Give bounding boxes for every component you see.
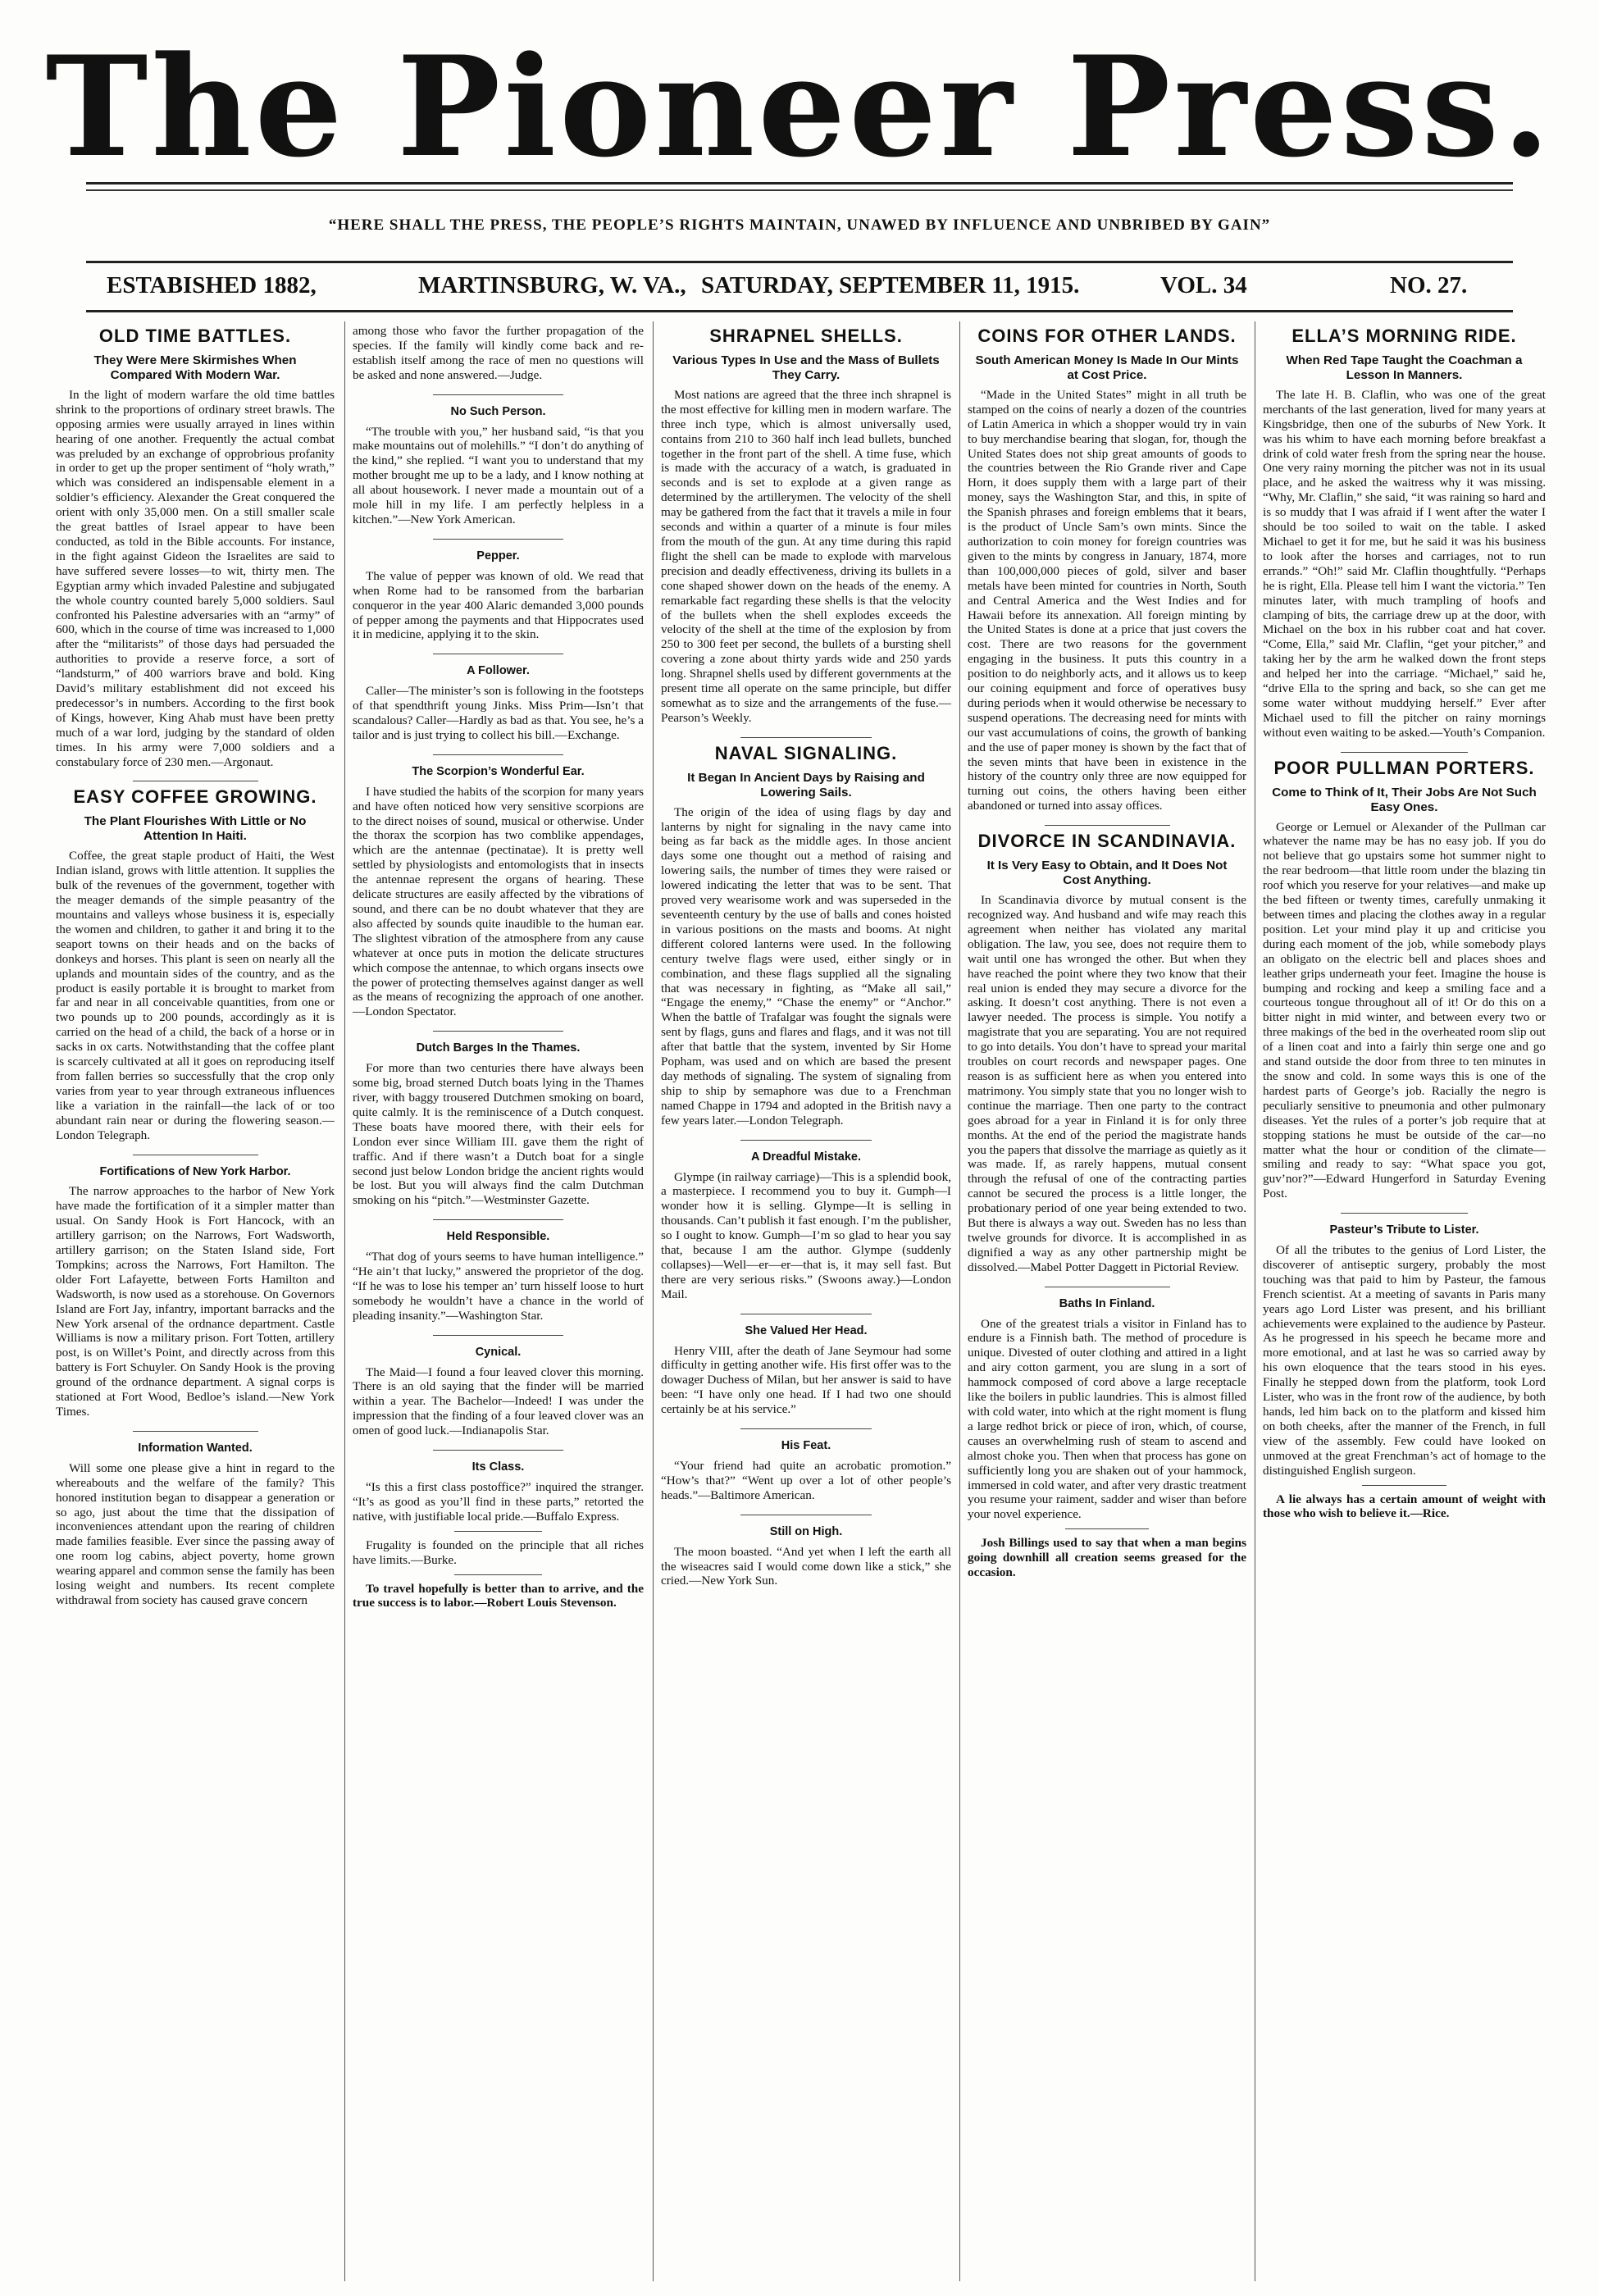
- dateline: [102, 272, 1496, 305]
- headline-naval-signaling: NAVAL SIGNALING.: [714, 742, 898, 763]
- deck-shrapnel-shells: Various Types In Use and the Mass of Bullets They Carry.: [672, 353, 940, 382]
- headline-cynical: Cynical.: [475, 1345, 522, 1359]
- date-text: SATURDAY, SEPTEMBER 11, 1915.: [701, 272, 1080, 298]
- article-text: The moon boasted. “And yet when I left the earth all the wiseacres said I would come down like a stick,” she cried.—New York Sun.: [661, 1544, 951, 1588]
- article-text: I have studied the habits of the scorpion for many years and have often noticed how very sensitive scorpions are to the direct noises of sound, musical or otherwise. Under the thorax the scorpion has two comblike appendages, which are the antennae (pectinatae). It is pretty well settled by physiologists and entomologists that in insects the antennae represent the organs of hearing. These delicate structures are easily affected by the vibrations of sound, and there can be no doubt whatever that they are also affected by sounds quite inaudible to the human ear. The slightest vibration of the atmosphere from any cause whatever at once puts in motion the delicate structures which compose the antennae, to which organs insects owe the power of protecting themselves against danger as well as the means of recognizing the approach of one another.—London Spectator.: [353, 784, 644, 1019]
- issue-number-text: NO. 27.: [1390, 272, 1468, 298]
- headline-fortifications: Fortifications of New York Harbor.: [99, 1164, 291, 1178]
- divider: [740, 737, 871, 738]
- headline-ellas-morning-ride: ELLA’S MORNING RIDE.: [1292, 326, 1517, 346]
- filler-text: Frugality is founded on the principle that all riches have limits.—Burke.: [353, 1538, 644, 1567]
- article-text: The Maid—I found a four leaved clover this morning. There is an old saying that the finder will be married within a year. The Bachelor—Indeed! I was under the impression that the finding of a four leaved clover was an omen of good luck.—Indianapolis Star.: [353, 1364, 644, 1438]
- headline-pasteur-tribute: Pasteur’s Tribute to Lister.: [1329, 1223, 1479, 1237]
- article-text: Coffee, the great staple product of Haiti, the West Indian island, grows with little attention. It supplies the bulk of the revenues of the government, together with the meager demands of the simple peasantry of the mountains and valleys whose business it is, especially the women and children, to gather it and bring it to the seaport towns on their heads and on the backs of donkeys and horses. This plant is seen on nearly all the uplands and mountain sides of the country, and as the product is easily portable it is brought to market from far and near in all conceivable quantities, from one or two pounds up to 200 pounds, accordingly as it is carried on the head of a child, the back of a horse or in sacks in ox carts. Notwithstanding that the coffee plant is scarcely cultivated at all it goes on reproducing itself from fallen berries so successfully that the crop only varies from year to year through extraneous influences like a variation in the rainfall—the lack of or too abundant rain near or during the flowering season.—London Telegraph.: [56, 849, 335, 1142]
- filler-text: A lie always has a certain amount of weight with those who wish to believe it.—Rice.: [1263, 1492, 1546, 1521]
- article-text: The origin of the idea of using flags by day and lanterns by night for signaling in the navy came into being as far back as the middle ages. In those ancient days some one thought out a method of raising and lowering sails, the number of times they were raised or lowered indicating the letter that was to be sent. That proved very wearisome work and was superseded in the seventeenth century by the use of balls and cones hoisted in various positions on the masts and booms. At night different colored lanterns were used. In the following century twelve flags were used, either singly or in combination, and these flags supplied all the signaling that was necessary in fighting, as “Make all sail,” “Engage the enemy,” “Chase the enemy” or “Anchor.” When the battle of Trafalgar was fought the signals were sent by flags, guns and flares and flags, and it was not till after that battle that the system, invented by Sir Home Popham, was used and on which are based the present day methods of signaling. The system of signaling from ship to ship by semaphore was due to a Frenchman named Chappe in 1794 and adopted in the British navy a few years later.—London Telegraph.: [661, 804, 951, 1128]
- headline-old-time-battles: OLD TIME BATTLES.: [98, 326, 292, 346]
- article-text: Most nations are agreed that the three inch shrapnel is the most effective for killing men in modern warfare. The three inch type, which is almost universally used, contains from 210 to 360 half inch lead bullets, bunched together in the front part of the shell. A time fuse, which is made with the accuracy of a watch, is graduated in seconds and is set to explode at a given range as determined by the artillerymen. The velocity of the shell may be gathered from the fact that it travels a mile in four seconds and within a quarter of a minute is four miles from the mouth of the gun. At any time during this rapid flight the shell can be made to explode with marvelous precision and deadly effectiveness, driving its bullets in a cone shaped shower down on the heads of the enemy. A remarkable fact regarding these shells is that the velocity of the bullets when the shell explodes exceeds the velocity of the shell at the time of the explosion by from 250 to 300 feet per second, the bullets of a bursting shell covering a zone about thirty yards wide and 250 yards long. Shrapnel shells used by different governments at the present time all operate on the same principle, but differ somewhat as to size and the arrangements of the fuse.—Pearson’s Weekly.: [661, 387, 951, 725]
- headline-poor-pullman-porters: POOR PULLMAN PORTERS.: [1273, 757, 1535, 778]
- divider: [433, 539, 564, 540]
- headline-divorce-in-scandinavia: DIVORCE IN SCANDINAVIA.: [977, 831, 1237, 852]
- deck-old-time-battles: They Were Mere Skirmishes When Compared With Modern War.: [93, 353, 297, 382]
- divider: [433, 754, 564, 755]
- headline-baths-in-finland: Baths In Finland.: [1059, 1296, 1155, 1310]
- headline-information-wanted: Information Wanted.: [138, 1441, 253, 1455]
- divider: [433, 394, 564, 395]
- article-text: “The trouble with you,” her husband said, “is that you make mountains out of molehills.” “I don’t do anything of the kind,” she replied. “I want you to understand that my mother brought me up to be a lady, and I know nothing at all about housework. I never made a mountain out of a mole hill in my life. I am perfectly helpless in a kitchen.”—New York American.: [353, 424, 644, 526]
- column-rule: [653, 321, 654, 2281]
- divider: [433, 1450, 564, 1451]
- article-text: Glympe (in railway carriage)—This is a splendid book, a masterpiece. I recommend you to buy it. Gumph—I wonder how it is selling. Glympe—It is selling in thousands. Can’t publish it fast enough. I’m the publisher, so I ought to know. Gumph—I’m so glad to hear you say that, because I am the author. Glympe (suddenly collapses)—Well—er—er—that is, it may sell fast. But there are very serious risks.” (Swoons away.)—London Mail.: [661, 1169, 951, 1301]
- motto: “HERE SHALL THE PRESS, THE PEOPLE’S RIGHTS MAINTAIN, UNAWED BY INFLUENCE AND UNBRIBED BY GAIN”: [328, 216, 1271, 234]
- established-text: ESTABISHED 1882,: [107, 272, 317, 298]
- headline-shrapnel-shells: SHRAPNEL SHELLS.: [709, 326, 903, 346]
- volume-text: VOL. 34: [1160, 272, 1247, 298]
- headline-still-on-high: Still on High.: [769, 1524, 843, 1538]
- divider: [454, 1574, 542, 1575]
- article-text: “Is this a first class postoffice?” inquired the stranger. “It’s as good as you’ll find in these parts,” retorted the native, with justifiable local pride.—Buffalo Express.: [353, 1480, 644, 1524]
- divider: [1341, 1213, 1468, 1214]
- divider: [1341, 752, 1468, 753]
- article-text: In Scandinavia divorce by mutual consent is the recognized way. And husband and wife may reach this agreement when neither has violated any marital obligation. The law, you see, does not require them to wait until one has wronged the other. But when they have reached the point where they two know that their real union is ended they may secure a divorce for the asking. It doesn’t cost anything. There is not even a lawyer needed. The process is simple. You notify a magistrate that you are separating. You are not required to go into details. You don’t have to spread your marital troubles on court records and newspaper pages. One reason is as sufficient here as when you entered into matrimony. You simply state that you no longer wish to continue the marriage. Then one party to the contract goes abroad for a year in Finland it is for only three months. At the end of the period the magistrate hands you the papers that dissolve the marriage as quietly as it was made. If, as rarely happens, mutual consent through the refusal of one of the contracting parties cannot be secured the process is a little longer, the probationary period of one year being extended to two. But there is always a way out. Sweden has no less than twelve grounds for divorce. It is accomplished in as dignified a way as any other partnership might be dissolved.—Mabel Potter Daggett in Pictorial Review.: [968, 893, 1246, 1274]
- headline-his-feat: His Feat.: [781, 1439, 831, 1453]
- dateline-rule-top: [86, 261, 1513, 263]
- divider: [1362, 1485, 1447, 1486]
- headline-coins-for-other-lands: COINS FOR OTHER LANDS.: [977, 326, 1237, 346]
- masthead-rule-top: [86, 182, 1513, 184]
- article-text: One of the greatest trials a visitor in Finland has to endure is a Finnish bath. The method of procedure is unique. Divested of outer clothing and attired in a light and airy cotton garment, you are slung in a sort of hammock composed of cord above a large receptacle like the boilers in public laundries. This is almost filled with cold water, into which at the right moment is flung a large redhot brick or piece of iron, which, of course, causes an overwhelming rush of steam to ascend and almost choke you. Then when that process has gone on sufficiently long you are shaken out of your hammock, immersed in cold water, and after very drastic treatment you resume your raiment, sadder and wiser than before your novel experience.: [968, 1316, 1246, 1522]
- headline-easy-coffee-growing: EASY COFFEE GROWING.: [73, 786, 317, 808]
- article-text: Will some one please give a hint in regard to the whereabouts and the welfare of the family? This honored institution began to disappear a generation or so ago, just about the time that the dissipation of inconveniences attendant upon the rearing of children made families feasible. Ever since the passing away of one room log cabins, abject poverty, home grown wearing apparel and common sense the family has been losing weight and numbers. Its recent complete withdrawal from society has caused grave concern: [56, 1460, 335, 1607]
- article-text: Henry VIII, after the death of Jane Seymour had some difficulty in getting another wife. His first offer was to the dowager Duchess of Milan, but her answer is said to have been: “I have only one head. If I had two one should certainly be at his service.”: [661, 1343, 951, 1417]
- filler-text: To travel hopefully is better than to arrive, and the true success is to labor.—Robert Louis Stevenson.: [353, 1581, 644, 1610]
- deck-easy-coffee-growing: The Plant Flourishes With Little or No Attention In Haiti.: [84, 814, 307, 844]
- article-text: The late H. B. Claflin, who was one of the great merchants of the last generation, lived for many years at Kingsbridge, then one of the suburbs of New York. It was his whim to have each morning before breakfast a drink of cold water fresh from the spring near the house. One very rainy morning the pitcher was not in its usual place, and he asked the waitress why it was missing. “Why, Mr. Claflin,” she said, “it was raining so hard and is so muddy that I was afraid if I went after the water I should be too soiled to wait on the table. I asked Michael to get it for me, but he said it was his business to look after the horses and carriages, not to run errands.” “Oh!” said Mr. Claflin thoughtfully. “Perhaps he is right, Ella. Please tell him I want the victoria.” Ten minutes later, with much trampling of hoofs and clamping of bits, the carriage drew up at the door, with Michael on the box in his rubber coat and hat cover. “Come, Ella,” said Mr. Claflin, “get your pitcher,” and taking her by the arm he walked down the front steps and helped her into the carriage. “Michael,” said he, “drive Ella to the spring and back, so she can get me some water without muddying herself.” Ever after Michael used to fill the pitcher on rainy mornings without even waiting to be asked.—Youth’s Companion.: [1263, 387, 1546, 740]
- deck-naval-signaling: It Began In Ancient Days by Raising and Lowering Sails.: [687, 770, 925, 800]
- headline-pepper: Pepper.: [476, 549, 520, 563]
- dateline-rule-bottom: [86, 310, 1513, 312]
- divider: [740, 1140, 871, 1141]
- article-text: The value of pepper was known of old. We read that when Rome had to be ransomed from the barbarian conqueror in the year 400 Alaric demanded 3,000 pounds of pepper among the payments and that Hippocrates used it in medicine, applying it to the skin.: [353, 568, 644, 642]
- column-rule: [959, 321, 960, 2281]
- headline-dutch-barges: Dutch Barges In the Thames.: [416, 1041, 581, 1055]
- masthead-rule-bottom: [86, 189, 1513, 191]
- divider: [433, 1031, 564, 1032]
- headline-its-class: Its Class.: [472, 1460, 525, 1474]
- divider: [1045, 825, 1170, 826]
- article-text: For more than two centuries there have always been some big, broad sterned Dutch boats lying in the Thames river, with baggy trousered Dutchmen smoking on board, quite calmly. It is the reminiscence of a Dutch conquest. These boats have moored there, with their eels for London ever since William III. gave them the right of traffic. And if there wasn’t a Dutch boat for a single second just below London bridge the ancient rights would be lost. But you will always find the calm Dutchman smoking on his “pitch.”—Westminster Gazette.: [353, 1061, 644, 1208]
- masthead-title: The Pioneer Press.: [45, 25, 1554, 188]
- deck-ellas-morning-ride: When Red Tape Taught the Coachman a Lesson In Manners.: [1286, 353, 1523, 382]
- headline-scorpion-ear: The Scorpion’s Wonderful Ear.: [412, 764, 585, 778]
- headline-she-valued-her-head: She Valued Her Head.: [745, 1323, 868, 1337]
- article-text: “Made in the United States” might in all truth be stamped on the coins of nearly a dozen of the countries of Latin America in which a shopper would try in vain to buy merchandise bearing that slogan, for, though the United States does not ship great amounts of goods to the countries between the Rio Grande river and Cape Horn, it does supply them with a large part of their money, says the Washington Star, and this, in spite of the Spanish phrases and foreign emblems that it bears, is the product of Uncle Sam’s own mints. Since the authorization to coin money for foreign countries was given to the mints by congress in January, 1874, more than 100,000,000 pieces of gold, silver and baser metals have been minted for countries in North, South and Central America and the West Indies and for Hawaii before its annexation. All foreign minting by the United States is done at a price that just covers the cost. There are two reasons for the government engaging in the business. It puts this country in a position to do neighborly acts, and it allows us to keep our coining equipment and force of operatives busy during periods when it would otherwise be necessary to suspend operations. The decreasing need for mints with our vast accumulations of coins, the growth of banking and the use of paper money is shown by the fact that of the seven mints that have been in existence in the history of the country only three are now equipped for turning out coins, the others having been either abandoned or turned into assay offices.: [968, 387, 1246, 813]
- column-3: [661, 324, 951, 2280]
- column-1: [56, 324, 335, 2280]
- headline-a-follower: A Follower.: [467, 664, 530, 678]
- article-text: Of all the tributes to the genius of Lord Lister, the discoverer of antiseptic surgery, probably the most touching was that paid to him by Pasteur, the famous French scientist. At a meeting of savants in Paris many years ago Lord Lister was present, and his brilliant achievements were explained to the audience by Pasteur. As he progressed in his speech he became more and more emotional, and at last he was so carried away by his own eloquence that the tears stood in his eyes. Finally he stepped down from the platform, took Lord Lister, who was in the front row of the audience, by both hands, led him back on to the platform and kissed him on both cheeks, after the manner of the French, in full view of the assembly. Few could have looked on unmoved at the great Frenchman’s act of homage to the distinguished English surgeon.: [1263, 1243, 1546, 1478]
- article-text: “Your friend had quite an acrobatic promotion.” “How’s that?” “Went up over a lot of other people’s heads.”—Baltimore American.: [661, 1459, 951, 1502]
- divider: [454, 1531, 542, 1532]
- headline-no-such-person: No Such Person.: [450, 404, 546, 418]
- article-text: The narrow approaches to the harbor of New York have made the fortification of it a simpler matter than usual. On Sandy Hook is Fort Hancock, with an artillery garrison; on the Narrows, Fort Wadsworth, artillery garrison; on the Staten Island side, Fort Tompkins; across the Narrows, Fort Hamilton. The older Fort Lafayette, between Forts Hamilton and Wadsworth, is now used as a storehouse. On Governors Island are Fort Jay, infantry, important barracks and the New York arsenal of the ordnance department. Castle Williams is now a military prison. Fort Totten, artillery post, is on Willet’s Point, and directly across from this battery is Fort Schuyler. On Sandy Hook is the proving ground of the ordnance department. A signal corps is stationed at Fort Wood, Bedloe’s island.—New York Times.: [56, 1184, 335, 1419]
- filler-text: Josh Billings used to say that when a man begins going downhill all creation seems greased for the occasion.: [968, 1536, 1246, 1580]
- divider: [1065, 1528, 1149, 1529]
- article-text: among those who favor the further propagation of the species. If the family will kindly come back and re-establish itself among the race of men no questions will be asked and none answered.—Judge.: [353, 324, 644, 382]
- column-5: [1263, 324, 1546, 2280]
- headline-held-responsible: Held Responsible.: [446, 1230, 550, 1244]
- place-text: MARTINSBURG, W. VA.,: [418, 272, 686, 298]
- article-text: George or Lemuel or Alexander of the Pullman car whatever the name may be has no easy job. If you do not believe that go upstairs some hot summer night to the rear bedroom—that little room under the blazing tin roof which you reserve for your relatives—and make up the bed fifteen or twenty times, carefully unmaking it between times and placing the clothes away in a regular position. Let your mind play it up and criticise you during each moment of the job, while somebody plays an obligato on the electric bell and places shoes and leather grips underneath your feet. Imagine the house is bumping and rocking and keep a smiling face and a courteous tongue throughout all of it! Or do this on a bitter night in mid winter, and between every two or three makings of the bed in the overheated room slip out of a linen coat and into a fairly thin serge one and go and stand outside the door from three to ten minutes in the snow and cold. In some ways this is one of the hardest parts of George’s job. Racially the negro is peculiarly sensitive to pneumonia and other pulmonary diseases. Yet the rules of a porter’s job require that at stopping stations he must be outside of the car—no matter what the hour or condition of the climate—smiling and ready to say: “What space you got, guv’nor?”—Edward Hungerford in Saturday Evening Post.: [1263, 819, 1546, 1201]
- column-rule: [344, 321, 345, 2281]
- article-text: In the light of modern warfare the old time battles shrink to the proportions of ordinary street brawls. The opposing armies were usually arrayed in lines within hearing of one another. Frequently the actual combat was preluded by an exchange of opprobrious profanity in order to get up the proper sentiment of “holy wrath,” which was considered an indispensable element in a soldier’s efficiency. Alexander the Great conquered the orient with only 35,000 men. On a still smaller scale the great battles of Israel appear to have been conducted, as told in the Bible accounts. For instance, in the fight against Gideon the Israelites are said to have suffered severe losses—to wit, thirty men. The Egyptian army which invaded Palestine and subjugated the whole country counted barely 5,000 soldiers. Saul confronted his Palestine adversaries with an “army” of 600, which in the course of time was increased to 1,000 after the “militarists” of those days had persuaded the authorities to provide a reserve force, a sort of “landsturm,” of 400 warriors brave and bold. King David’s military establishment did not exceed his predecessor’s in numbers. According to the first book of Kings, however, King Ahab must have been pretty much of a war lord, judging by the standard of olden times. In his army were 7,000 soldiers and a constabulary force of 230 men.—Argonaut.: [56, 387, 335, 769]
- deck-coins-for-other-lands: South American Money Is Made In Our Mints at Cost Price.: [975, 353, 1239, 382]
- divider: [740, 1428, 871, 1429]
- article-text: “That dog of yours seems to have human intelligence.” “He ain’t that lucky,” answered the proprietor of the dog. “If he was to lose his temper an’ turn hisself loose to hurt somebody he wouldn’t have a chance in the world of pleading insanity.”—Washington Star.: [353, 1250, 644, 1323]
- article-text: Caller—The minister’s son is following in the footsteps of that spendthrift young Jinks. Miss Prim—Isn’t that scandalous? Caller—Hardly as bad as that. You see, he’s a tailor and is just trying to collect his bill.—Exchange.: [353, 684, 644, 742]
- divider: [433, 1219, 564, 1220]
- deck-divorce-in-scandinavia: It Is Very Easy to Obtain, and It Does Not Cost Anything.: [986, 859, 1228, 888]
- column-2: [353, 324, 644, 2280]
- divider: [133, 1431, 258, 1432]
- deck-poor-pullman-porters: Come to Think of It, Their Jobs Are Not Such Easy Ones.: [1272, 785, 1537, 814]
- divider: [433, 1335, 564, 1336]
- headline-dreadful-mistake: A Dreadful Mistake.: [750, 1150, 862, 1164]
- column-4: [968, 324, 1246, 2280]
